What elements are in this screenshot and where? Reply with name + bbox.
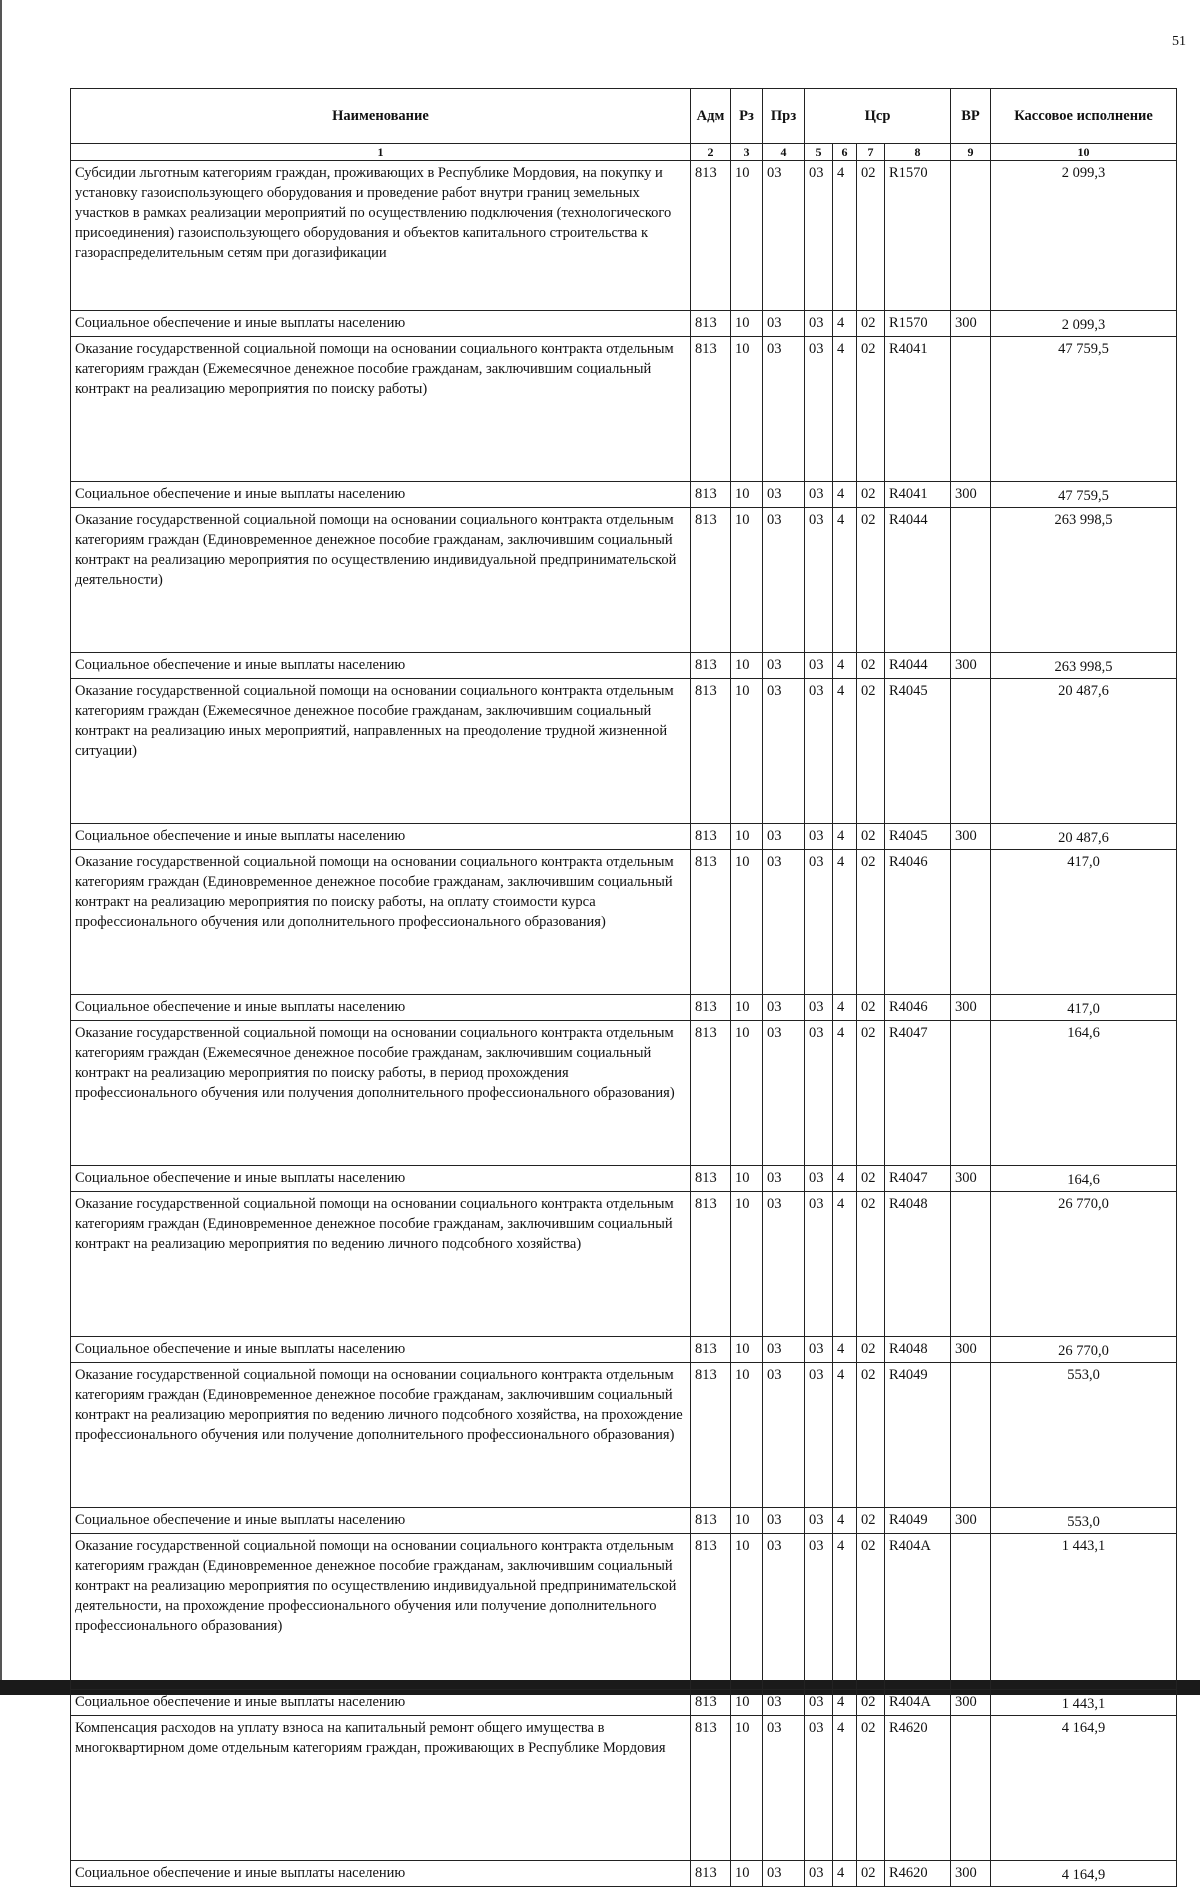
row-csr-2: 4 — [833, 824, 857, 850]
row-rz: 10 — [731, 1363, 763, 1508]
row-csr-4: R4045 — [885, 824, 951, 850]
row-csr-1: 03 — [805, 653, 833, 679]
row-adm: 813 — [691, 1508, 731, 1534]
row-adm: 813 — [691, 508, 731, 653]
row-name: Субсидии льготным категориям граждан, проживающих в Республике Мордовия, на покупку и установку газоиспользующего оборудования и проведение работ внутри границ земельных участков в рамках реализации мероприятий по осуществлению подключения (технологического присоединения) газоиспользующего оборудования и объектов капитального строительства к газораспределительным сетям при догазификации — [71, 161, 691, 311]
row-name: Оказание государственной социальной помощи на основании социального контракта отдельным категориям граждан (Единовременное денежное пособие гражданам, заключившим социальный контракт на реализацию мероприятия по осуществлению индивидуальной предпринимательской деятельности, на прохождение профессионального обучения или получение дополнительного профессионального образования) — [71, 1534, 691, 1690]
row-prz: 03 — [763, 1508, 805, 1534]
row-adm: 813 — [691, 1716, 731, 1861]
row-name: Социальное обеспечение и иные выплаты населению — [71, 1508, 691, 1534]
row-csr-2: 4 — [833, 1690, 857, 1716]
row-name: Оказание государственной социальной помощи на основании социального контракта отдельным категориям граждан (Ежемесячное денежное пособие гражданам, заключившим социальный контракт на реализацию мероприятия по поиску работы) — [71, 337, 691, 482]
row-csr-2: 4 — [833, 995, 857, 1021]
row-name: Социальное обеспечение и иные выплаты населению — [71, 653, 691, 679]
row-csr-2: 4 — [833, 1337, 857, 1363]
row-csr-3: 02 — [857, 995, 885, 1021]
row-prz: 03 — [763, 1690, 805, 1716]
row-amount: 1 443,1 — [991, 1690, 1177, 1716]
table-row — [71, 1861, 1177, 1887]
row-csr-3: 02 — [857, 824, 885, 850]
row-csr-1: 03 — [805, 1861, 833, 1887]
row-amount: 164,6 — [991, 1166, 1177, 1192]
row-csr-4: R1570 — [885, 161, 951, 311]
column-number: 10 — [991, 144, 1177, 161]
header-amount: Кассовое исполнение — [991, 89, 1177, 144]
row-vr — [951, 1363, 991, 1508]
row-adm: 813 — [691, 1166, 731, 1192]
row-prz: 03 — [763, 1337, 805, 1363]
row-rz: 10 — [731, 850, 763, 995]
row-name: Оказание государственной социальной помощи на основании социального контракта отдельным категориям граждан (Единовременное денежное пособие гражданам, заключившим социальный контракт на реализацию мероприятия по осуществлению индивидуальной предпринимательской деятельности) — [71, 508, 691, 653]
row-prz: 03 — [763, 1192, 805, 1337]
row-csr-4: R4620 — [885, 1716, 951, 1861]
column-number: 9 — [951, 144, 991, 161]
row-csr-1: 03 — [805, 337, 833, 482]
row-csr-1: 03 — [805, 1337, 833, 1363]
row-vr — [951, 1021, 991, 1166]
row-prz: 03 — [763, 995, 805, 1021]
header-vr: ВР — [951, 89, 991, 144]
row-amount: 26 770,0 — [991, 1337, 1177, 1363]
row-vr: 300 — [951, 824, 991, 850]
row-vr — [951, 850, 991, 995]
row-rz: 10 — [731, 337, 763, 482]
row-amount: 263 998,5 — [991, 508, 1177, 653]
table-row — [71, 1363, 1177, 1508]
row-csr-2: 4 — [833, 1363, 857, 1508]
row-csr-4: R404A — [885, 1534, 951, 1690]
row-csr-2: 4 — [833, 679, 857, 824]
header-rz: Рз — [731, 89, 763, 144]
row-csr-3: 02 — [857, 311, 885, 337]
row-adm: 813 — [691, 311, 731, 337]
table-row — [71, 337, 1177, 482]
row-rz: 10 — [731, 824, 763, 850]
row-prz: 03 — [763, 1166, 805, 1192]
row-csr-1: 03 — [805, 850, 833, 995]
row-csr-3: 02 — [857, 1716, 885, 1861]
row-csr-4: R4049 — [885, 1508, 951, 1534]
row-amount: 20 487,6 — [991, 824, 1177, 850]
table-row — [71, 824, 1177, 850]
row-csr-3: 02 — [857, 679, 885, 824]
row-csr-2: 4 — [833, 337, 857, 482]
table-row — [71, 653, 1177, 679]
row-csr-1: 03 — [805, 1716, 833, 1861]
row-csr-2: 4 — [833, 1534, 857, 1690]
row-csr-4: R1570 — [885, 311, 951, 337]
row-rz: 10 — [731, 995, 763, 1021]
row-csr-2: 4 — [833, 1021, 857, 1166]
row-name: Социальное обеспечение и иные выплаты населению — [71, 1690, 691, 1716]
table-header-row — [71, 89, 1177, 144]
row-csr-3: 02 — [857, 482, 885, 508]
column-number: 2 — [691, 144, 731, 161]
column-number-row — [71, 144, 1177, 161]
row-rz: 10 — [731, 679, 763, 824]
row-adm: 813 — [691, 1861, 731, 1887]
row-prz: 03 — [763, 1716, 805, 1861]
row-adm: 813 — [691, 482, 731, 508]
row-name: Оказание государственной социальной помощи на основании социального контракта отдельным категориям граждан (Ежемесячное денежное пособие гражданам, заключившим социальный контракт на реализацию иных мероприятий, направленных на преодоление трудной жизненной ситуации) — [71, 679, 691, 824]
row-adm: 813 — [691, 653, 731, 679]
row-vr — [951, 1534, 991, 1690]
row-csr-3: 02 — [857, 1192, 885, 1337]
row-csr-4: R4048 — [885, 1192, 951, 1337]
row-name: Социальное обеспечение и иные выплаты населению — [71, 482, 691, 508]
column-number: 4 — [763, 144, 805, 161]
row-csr-1: 03 — [805, 1363, 833, 1508]
row-csr-3: 02 — [857, 1363, 885, 1508]
row-rz: 10 — [731, 508, 763, 653]
row-amount: 47 759,5 — [991, 337, 1177, 482]
row-rz: 10 — [731, 1508, 763, 1534]
row-csr-1: 03 — [805, 1690, 833, 1716]
table-row — [71, 995, 1177, 1021]
table-row — [71, 1021, 1177, 1166]
table-row — [71, 311, 1177, 337]
table-row — [71, 482, 1177, 508]
row-name: Оказание государственной социальной помощи на основании социального контракта отдельным категориям граждан (Единовременное денежное пособие гражданам, заключившим социальный контракт на реализацию мероприятия по ведению личного подсобного хозяйства) — [71, 1192, 691, 1337]
row-name: Социальное обеспечение и иные выплаты населению — [71, 1861, 691, 1887]
row-vr — [951, 1716, 991, 1861]
row-csr-4: R4047 — [885, 1166, 951, 1192]
column-number: 5 — [805, 144, 833, 161]
row-amount: 263 998,5 — [991, 653, 1177, 679]
table-row — [71, 1508, 1177, 1534]
row-name: Оказание государственной социальной помощи на основании социального контракта отдельным категориям граждан (Единовременное денежное пособие гражданам, заключившим социальный контракт на реализацию мероприятия по поиску работы, на оплату стоимости курса профессионального обучения или дополнительного профессионального образования) — [71, 850, 691, 995]
row-adm: 813 — [691, 337, 731, 482]
row-vr — [951, 679, 991, 824]
row-vr — [951, 337, 991, 482]
row-prz: 03 — [763, 161, 805, 311]
row-csr-4: R4049 — [885, 1363, 951, 1508]
row-csr-4: R404A — [885, 1690, 951, 1716]
row-prz: 03 — [763, 850, 805, 995]
row-vr: 300 — [951, 311, 991, 337]
row-adm: 813 — [691, 161, 731, 311]
row-name: Оказание государственной социальной помощи на основании социального контракта отдельным категориям граждан (Ежемесячное денежное пособие гражданам, заключившим социальный контракт на реализацию мероприятия по поиску работы, в период прохождения профессионального обучения или получения дополнительного профессионального образования) — [71, 1021, 691, 1166]
budget-table — [70, 88, 1177, 1887]
row-csr-1: 03 — [805, 311, 833, 337]
row-csr-1: 03 — [805, 824, 833, 850]
row-rz: 10 — [731, 1690, 763, 1716]
row-csr-3: 02 — [857, 850, 885, 995]
row-csr-4: R4044 — [885, 653, 951, 679]
row-amount: 164,6 — [991, 1021, 1177, 1166]
row-rz: 10 — [731, 1192, 763, 1337]
row-csr-3: 02 — [857, 1166, 885, 1192]
row-prz: 03 — [763, 1534, 805, 1690]
row-csr-3: 02 — [857, 1508, 885, 1534]
row-csr-4: R4046 — [885, 850, 951, 995]
column-number: 8 — [885, 144, 951, 161]
row-csr-4: R4044 — [885, 508, 951, 653]
row-rz: 10 — [731, 1716, 763, 1861]
row-amount: 1 443,1 — [991, 1534, 1177, 1690]
row-rz: 10 — [731, 482, 763, 508]
row-prz: 03 — [763, 1861, 805, 1887]
table-row — [71, 508, 1177, 653]
row-rz: 10 — [731, 311, 763, 337]
row-csr-2: 4 — [833, 1192, 857, 1337]
row-adm: 813 — [691, 1690, 731, 1716]
row-prz: 03 — [763, 337, 805, 482]
column-number: 6 — [833, 144, 857, 161]
table-row — [71, 679, 1177, 824]
row-csr-3: 02 — [857, 337, 885, 482]
row-amount: 2 099,3 — [991, 161, 1177, 311]
row-csr-3: 02 — [857, 1690, 885, 1716]
row-vr — [951, 508, 991, 653]
row-amount: 4 164,9 — [991, 1716, 1177, 1861]
scan-edge-mark — [0, 0, 2, 1695]
row-csr-3: 02 — [857, 1861, 885, 1887]
row-csr-1: 03 — [805, 1508, 833, 1534]
row-name: Оказание государственной социальной помощи на основании социального контракта отдельным категориям граждан (Единовременное денежное пособие гражданам, заключившим социальный контракт на реализацию мероприятия по ведению личного подсобного хозяйства, на прохождение профессионального обучения или получение дополнительного профессионального образования) — [71, 1363, 691, 1508]
header-prz: Прз — [763, 89, 805, 144]
row-csr-2: 4 — [833, 161, 857, 311]
row-adm: 813 — [691, 1021, 731, 1166]
row-csr-1: 03 — [805, 995, 833, 1021]
row-name: Социальное обеспечение и иные выплаты населению — [71, 311, 691, 337]
row-csr-1: 03 — [805, 161, 833, 311]
row-csr-4: R4620 — [885, 1861, 951, 1887]
row-name: Компенсация расходов на уплату взноса на капитальный ремонт общего имущества в многоквартирном доме отдельным категориям граждан, проживающих в Республике Мордовия — [71, 1716, 691, 1861]
row-adm: 813 — [691, 1363, 731, 1508]
row-csr-4: R4047 — [885, 1021, 951, 1166]
row-csr-4: R4045 — [885, 679, 951, 824]
row-csr-3: 02 — [857, 1021, 885, 1166]
row-csr-1: 03 — [805, 1534, 833, 1690]
row-csr-3: 02 — [857, 508, 885, 653]
column-number: 7 — [857, 144, 885, 161]
row-amount: 553,0 — [991, 1508, 1177, 1534]
row-csr-3: 02 — [857, 161, 885, 311]
page-number: 51 — [1172, 34, 1186, 49]
row-vr: 300 — [951, 1861, 991, 1887]
row-vr: 300 — [951, 1337, 991, 1363]
table-row — [71, 850, 1177, 995]
table-row — [71, 1716, 1177, 1861]
row-prz: 03 — [763, 482, 805, 508]
row-vr: 300 — [951, 482, 991, 508]
row-adm: 813 — [691, 995, 731, 1021]
row-csr-3: 02 — [857, 1337, 885, 1363]
row-csr-1: 03 — [805, 1166, 833, 1192]
table-row — [71, 1192, 1177, 1337]
row-csr-2: 4 — [833, 508, 857, 653]
row-csr-3: 02 — [857, 1534, 885, 1690]
table-row — [71, 1166, 1177, 1192]
row-amount: 26 770,0 — [991, 1192, 1177, 1337]
table-row — [71, 1534, 1177, 1690]
row-csr-1: 03 — [805, 1192, 833, 1337]
row-name: Социальное обеспечение и иные выплаты населению — [71, 995, 691, 1021]
header-csr: Цср — [805, 89, 951, 144]
row-adm: 813 — [691, 824, 731, 850]
column-number: 3 — [731, 144, 763, 161]
row-adm: 813 — [691, 1337, 731, 1363]
row-adm: 813 — [691, 850, 731, 995]
row-vr: 300 — [951, 653, 991, 679]
row-adm: 813 — [691, 1192, 731, 1337]
row-adm: 813 — [691, 679, 731, 824]
row-csr-1: 03 — [805, 1021, 833, 1166]
row-amount: 4 164,9 — [991, 1861, 1177, 1887]
row-vr — [951, 1192, 991, 1337]
header-name: Наименование — [71, 89, 691, 144]
row-csr-2: 4 — [833, 1716, 857, 1861]
table-row — [71, 161, 1177, 311]
row-vr: 300 — [951, 995, 991, 1021]
row-csr-2: 4 — [833, 1508, 857, 1534]
row-prz: 03 — [763, 824, 805, 850]
row-rz: 10 — [731, 161, 763, 311]
row-csr-4: R4041 — [885, 482, 951, 508]
table-row — [71, 1337, 1177, 1363]
row-amount: 20 487,6 — [991, 679, 1177, 824]
row-csr-2: 4 — [833, 1166, 857, 1192]
header-adm: Адм — [691, 89, 731, 144]
row-vr: 300 — [951, 1166, 991, 1192]
row-csr-1: 03 — [805, 679, 833, 824]
row-amount: 553,0 — [991, 1363, 1177, 1508]
row-prz: 03 — [763, 311, 805, 337]
row-rz: 10 — [731, 1337, 763, 1363]
row-csr-4: R4048 — [885, 1337, 951, 1363]
row-prz: 03 — [763, 679, 805, 824]
row-vr: 300 — [951, 1690, 991, 1716]
row-csr-4: R4041 — [885, 337, 951, 482]
row-rz: 10 — [731, 653, 763, 679]
row-csr-2: 4 — [833, 311, 857, 337]
row-prz: 03 — [763, 1021, 805, 1166]
row-rz: 10 — [731, 1534, 763, 1690]
row-csr-1: 03 — [805, 508, 833, 653]
row-name: Социальное обеспечение и иные выплаты населению — [71, 1337, 691, 1363]
row-rz: 10 — [731, 1166, 763, 1192]
column-number: 1 — [71, 144, 691, 161]
row-csr-3: 02 — [857, 653, 885, 679]
table-row — [71, 1690, 1177, 1716]
row-amount: 47 759,5 — [991, 482, 1177, 508]
row-vr: 300 — [951, 1508, 991, 1534]
row-adm: 813 — [691, 1534, 731, 1690]
row-prz: 03 — [763, 1363, 805, 1508]
row-name: Социальное обеспечение и иные выплаты населению — [71, 824, 691, 850]
row-rz: 10 — [731, 1861, 763, 1887]
row-csr-2: 4 — [833, 1861, 857, 1887]
row-csr-2: 4 — [833, 482, 857, 508]
row-prz: 03 — [763, 653, 805, 679]
row-csr-2: 4 — [833, 653, 857, 679]
row-csr-2: 4 — [833, 850, 857, 995]
row-amount: 417,0 — [991, 995, 1177, 1021]
row-prz: 03 — [763, 508, 805, 653]
row-amount: 2 099,3 — [991, 311, 1177, 337]
row-amount: 417,0 — [991, 850, 1177, 995]
row-csr-1: 03 — [805, 482, 833, 508]
row-rz: 10 — [731, 1021, 763, 1166]
row-name: Социальное обеспечение и иные выплаты населению — [71, 1166, 691, 1192]
row-vr — [951, 161, 991, 311]
row-csr-4: R4046 — [885, 995, 951, 1021]
